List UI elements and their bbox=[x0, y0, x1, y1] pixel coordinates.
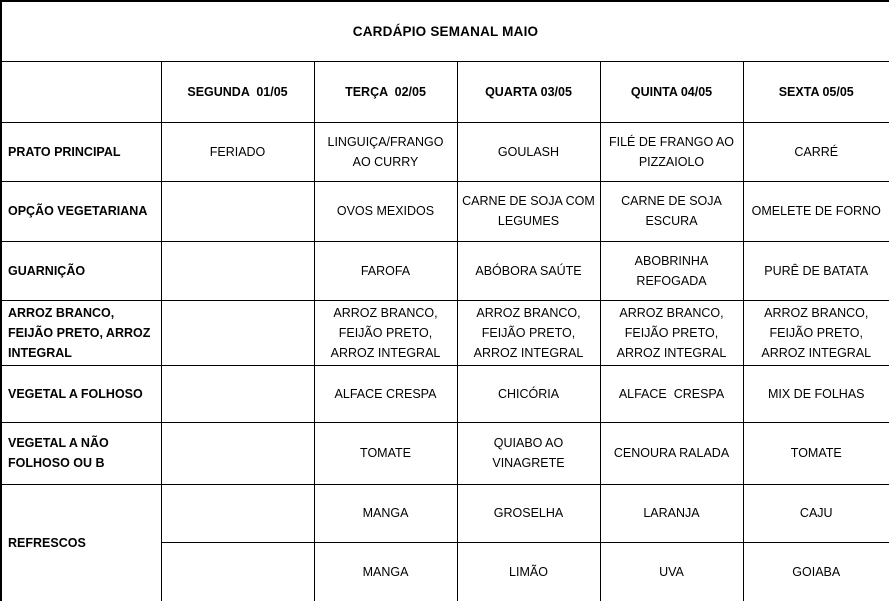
menu-cell: MIX DE FOLHAS bbox=[743, 365, 889, 422]
day-header-segunda: SEGUNDA 01/05 bbox=[161, 61, 314, 122]
menu-cell bbox=[161, 542, 314, 601]
menu-cell: UVA bbox=[600, 542, 743, 601]
menu-cell bbox=[161, 181, 314, 241]
page-title: CARDÁPIO SEMANAL MAIO bbox=[1, 1, 889, 61]
row-label-arroz-feijao: ARROZ BRANCO, FEIJÃO PRETO, ARROZ INTEGRAL bbox=[1, 300, 161, 365]
menu-cell: OVOS MEXIDOS bbox=[314, 181, 457, 241]
row-label-prato-principal: PRATO PRINCIPAL bbox=[1, 122, 161, 181]
row-label-opcao-vegetariana: OPÇÃO VEGETARIANA bbox=[1, 181, 161, 241]
menu-cell: FERIADO bbox=[161, 122, 314, 181]
menu-cell: LIMÃO bbox=[457, 542, 600, 601]
menu-cell: LARANJA bbox=[600, 484, 743, 542]
table-row-arroz-feijao bbox=[1, 300, 889, 365]
menu-cell: FILÉ DE FRANGO AO PIZZAIOLO bbox=[600, 122, 743, 181]
menu-cell: CAJU bbox=[743, 484, 889, 542]
table-row-refrescos-1 bbox=[1, 484, 889, 542]
day-header-quarta: QUARTA 03/05 bbox=[457, 61, 600, 122]
menu-cell: ALFACE CRESPA bbox=[314, 365, 457, 422]
menu-cell bbox=[161, 484, 314, 542]
menu-cell: GOIABA bbox=[743, 542, 889, 601]
table-row-opcao-vegetariana bbox=[1, 181, 889, 241]
day-header-sexta: SEXTA 05/05 bbox=[743, 61, 889, 122]
menu-cell: GROSELHA bbox=[457, 484, 600, 542]
menu-cell: CHICÓRIA bbox=[457, 365, 600, 422]
menu-cell bbox=[161, 300, 314, 365]
table-row-vegetal-nao-folhoso bbox=[1, 422, 889, 484]
row-label-vegetal-nao-folhoso: VEGETAL A NÃO FOLHOSO OU B bbox=[1, 422, 161, 484]
menu-cell: ARROZ BRANCO, FEIJÃO PRETO, ARROZ INTEGRAL bbox=[314, 300, 457, 365]
menu-cell: ARROZ BRANCO, FEIJÃO PRETO, ARROZ INTEGRAL bbox=[743, 300, 889, 365]
menu-cell: ALFACE CRESPA bbox=[600, 365, 743, 422]
header-row bbox=[1, 61, 889, 122]
menu-cell bbox=[161, 241, 314, 300]
table-row-prato-principal bbox=[1, 122, 889, 181]
menu-cell: PURÊ DE BATATA bbox=[743, 241, 889, 300]
menu-cell: TOMATE bbox=[314, 422, 457, 484]
title-row bbox=[1, 1, 889, 61]
menu-cell bbox=[161, 422, 314, 484]
menu-cell: FAROFA bbox=[314, 241, 457, 300]
menu-cell: ABÓBORA SAÚTE bbox=[457, 241, 600, 300]
row-label-guarnicao: GUARNIÇÃO bbox=[1, 241, 161, 300]
menu-cell: CARNE DE SOJA ESCURA bbox=[600, 181, 743, 241]
menu-cell: QUIABO AO VINAGRETE bbox=[457, 422, 600, 484]
menu-cell: CENOURA RALADA bbox=[600, 422, 743, 484]
row-label-vegetal-folhoso: VEGETAL A FOLHOSO bbox=[1, 365, 161, 422]
day-header-quinta: QUINTA 04/05 bbox=[600, 61, 743, 122]
menu-cell: ABOBRINHA REFOGADA bbox=[600, 241, 743, 300]
menu-cell: CARNE DE SOJA COM LEGUMES bbox=[457, 181, 600, 241]
day-header-terca: TERÇA 02/05 bbox=[314, 61, 457, 122]
menu-cell bbox=[161, 365, 314, 422]
menu-cell: ARROZ BRANCO, FEIJÃO PRETO, ARROZ INTEGRAL bbox=[457, 300, 600, 365]
menu-cell: ARROZ BRANCO, FEIJÃO PRETO, ARROZ INTEGRAL bbox=[600, 300, 743, 365]
table-row-vegetal-folhoso bbox=[1, 365, 889, 422]
menu-cell: MANGA bbox=[314, 484, 457, 542]
menu-cell: OMELETE DE FORNO bbox=[743, 181, 889, 241]
menu-cell: MANGA bbox=[314, 542, 457, 601]
menu-cell: CARRÉ bbox=[743, 122, 889, 181]
menu-cell: TOMATE bbox=[743, 422, 889, 484]
menu-cell: LINGUIÇA/FRANGO AO CURRY bbox=[314, 122, 457, 181]
menu-cell: GOULASH bbox=[457, 122, 600, 181]
table-row-guarnicao bbox=[1, 241, 889, 300]
row-label-refrescos: REFRESCOS bbox=[1, 484, 161, 601]
corner-cell bbox=[1, 61, 161, 122]
